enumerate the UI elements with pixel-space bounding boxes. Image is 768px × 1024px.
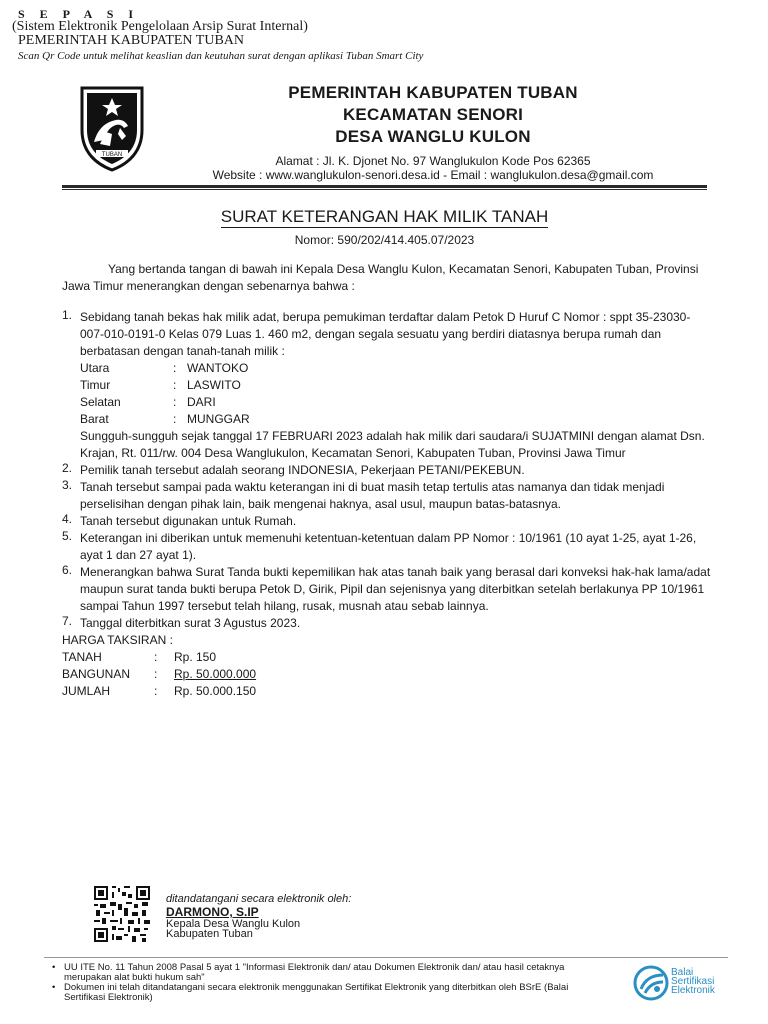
price-label: BANGUNAN — [62, 667, 131, 681]
letterhead-website: Website : www.wanglukulon-senori.desa.id - Email : wanglukulon.desa@gmail.com — [212, 168, 654, 182]
item-number: 2. — [62, 461, 73, 475]
boundary-row — [80, 411, 712, 428]
price-heading: HARGA TAKSIRAN : — [62, 633, 173, 647]
price-value: Rp. 50.000.000 — [174, 667, 257, 681]
logo-lettering: TUBAN — [101, 152, 123, 158]
signer-position: Kepala Desa Wanglu Kulon — [166, 918, 301, 930]
bsre-line: Balai — [671, 967, 694, 978]
item-number: 4. — [62, 512, 73, 526]
letterhead — [190, 82, 676, 182]
boundary-side: Barat — [80, 412, 109, 426]
bsre-line: Sertifikasi — [671, 976, 715, 987]
item-text: Pemilik tanah tersebut adalah seorang INDONESIA, Pekerjaan PETANI/PEKEBUN. — [80, 463, 525, 477]
boundary-side: Selatan — [80, 395, 121, 409]
price-row — [62, 649, 362, 666]
price-sep: : — [154, 667, 158, 681]
signer-region: Kabupaten Tuban — [166, 928, 253, 940]
letterhead-address: Alamat : Jl. K. Djonet No. 97 Wanglukulon Kode Pos 62365 — [275, 154, 591, 168]
footer-divider — [44, 957, 728, 958]
price-label: TANAH — [62, 650, 102, 664]
bsre-logo-text — [671, 968, 715, 995]
boundary-row — [80, 377, 712, 394]
bsre-line: Elektronik — [671, 985, 715, 996]
boundary-sep: : — [173, 412, 177, 426]
item-text: Tanah tersebut digunakan untuk Rumah. — [80, 514, 297, 528]
boundary-side: Timur — [80, 378, 111, 392]
letterhead-line-3: DESA WANGLU KULON — [335, 127, 531, 146]
item-continuation: Sungguh-sungguh sejak tanggal 17 FEBRUARI 2023 adalah hak milik dari saudara/i SUJATMINI dengan alamat Dsn. Krajan, Rt. 011/rw. 004 Desa Wanglukulon, Kecamatan Senori, Kabupaten Tuban, Provinsi Jawa Timur — [80, 429, 705, 460]
boundary-row — [80, 394, 712, 411]
signature-intro: ditandatangani secara elektronik oleh: — [166, 893, 352, 905]
list-item — [62, 479, 712, 513]
price-value: Rp. 50.000.150 — [174, 684, 257, 698]
list-item — [62, 513, 712, 530]
price-row — [62, 683, 362, 700]
boundary-sep: : — [173, 361, 177, 375]
footer-note: • Dokumen ini telah ditandatangani secara elektronik menggunakan Sertifikat Elektronik yang diterbitkan oleh BSrE (Balai Sertifikasi Elektronik) — [52, 983, 612, 1003]
letterhead-line-1: PEMERINTAH KABUPATEN TUBAN — [288, 83, 578, 102]
item-text: Menerangkan bahwa Surat Tanda bukti kepemilikan hak atas tanah baik yang berasal dari konveksi hak-hak lama/adat maupun surat tanda bukti berupa Petok D, Girik, Pipil dan sejenisnya yang diterbitkan setelah berlakunya PP 10/1961 sampai Tahun 1997 tersebut telah hilang, rusak, musnah atau sebab lainnya. — [80, 565, 711, 613]
boundary-sep: : — [173, 395, 177, 409]
price-label: JUMLAH — [62, 684, 111, 698]
boundary-owner: WANTOKO — [187, 361, 249, 375]
letterhead-line-2: KECAMATAN SENORI — [342, 105, 524, 124]
document-title-wrap — [62, 207, 707, 227]
boundary-row — [80, 360, 712, 377]
list-item — [62, 530, 712, 564]
sepasi-title: S E P A S I — [18, 7, 140, 21]
item-text: Keterangan ini diberikan untuk memenuhi ketentuan-ketentuan dalam PP Nomor : 10/1961 (10 ayat 1-25, ayat 1-26, ayat 1 dan 27 ayat 1). — [80, 531, 697, 562]
item-number: 5. — [62, 529, 73, 543]
footer-note: • UU ITE No. 11 Tahun 2008 Pasal 5 ayat 1 "Informasi Elektronik dan/ atau Dokumen Elektronik dan/ atau hasil cetaknya merupakan alat bukti hukum sah" — [52, 963, 612, 983]
price-row — [62, 666, 362, 683]
letterhead-divider — [62, 185, 707, 188]
item-number: 6. — [62, 563, 73, 577]
list-item — [62, 564, 712, 615]
intro-paragraph: Yang bertanda tangan di bawah ini Kepala Desa Wanglu Kulon, Kecamatan Senori, Kabupaten Tuban, Provinsi Jawa Timur menerangkan dengan sebenarnya bahwa : — [62, 262, 699, 293]
price-estimate — [62, 632, 362, 700]
item-text: Tanah tersebut sampai pada waktu keterangan ini di buat masih tetap tertulis atas namanya dan tidak menjadi perselisihan dengan pihak lain, baik mengenai haknya, asal usul, maupun batas-batasnya. — [80, 480, 665, 511]
letterhead-divider-thin — [62, 189, 707, 190]
document-number: Nomor: 590/202/414.405.07/2023 — [294, 233, 475, 247]
sepasi-government: PEMERINTAH KABUPATEN TUBAN — [18, 33, 245, 48]
price-sep: : — [154, 684, 158, 698]
signature-block — [166, 894, 351, 939]
list-item — [62, 309, 712, 462]
list-item — [62, 615, 712, 632]
qr-code[interactable] — [94, 886, 150, 942]
signer-name: DARMONO, S.IP — [166, 905, 259, 919]
item-number: 1. — [62, 308, 73, 322]
bsre-logo-icon — [633, 965, 669, 1001]
boundary-owner: LASWITO — [187, 378, 241, 392]
boundary-owner: MUNGGAR — [187, 412, 250, 426]
boundary-sep: : — [173, 378, 177, 392]
statement-list — [62, 309, 712, 632]
item-text: Tanggal diterbitkan surat 3 Agustus 2023. — [80, 616, 301, 630]
footer-notes — [52, 963, 612, 1003]
price-value: Rp. 150 — [174, 650, 217, 664]
item-number: 7. — [62, 614, 73, 628]
boundary-side: Utara — [80, 361, 110, 375]
document-title: SURAT KETERANGAN HAK MILIK TANAH — [220, 207, 549, 226]
list-item — [62, 462, 712, 479]
item-number: 3. — [62, 478, 73, 492]
scan-qr-note: Scan Qr Code untuk melihat keaslian dan keutuhan surat dengan aplikasi Tuban Smart City — [18, 50, 424, 62]
sepasi-subtitle: (Sistem Elektronik Pengelolaan Arsip Surat Internal) — [12, 19, 308, 34]
price-sep: : — [154, 650, 158, 664]
tuban-coat-of-arms-logo — [76, 84, 148, 172]
item-text: Sebidang tanah bekas hak milik adat, berupa pemukiman terdaftar dalam Petok D Huruf C Nomor : sppt 35-23030-007-010-0191-0 Kelas 079 Luas 1. 460 m2, dengan segala sesuatu yang berdiri diatasnya berupa rumah dan berbatasan dengan tanah-tanah milik : — [80, 310, 691, 358]
boundary-owner: DARI — [187, 395, 216, 409]
